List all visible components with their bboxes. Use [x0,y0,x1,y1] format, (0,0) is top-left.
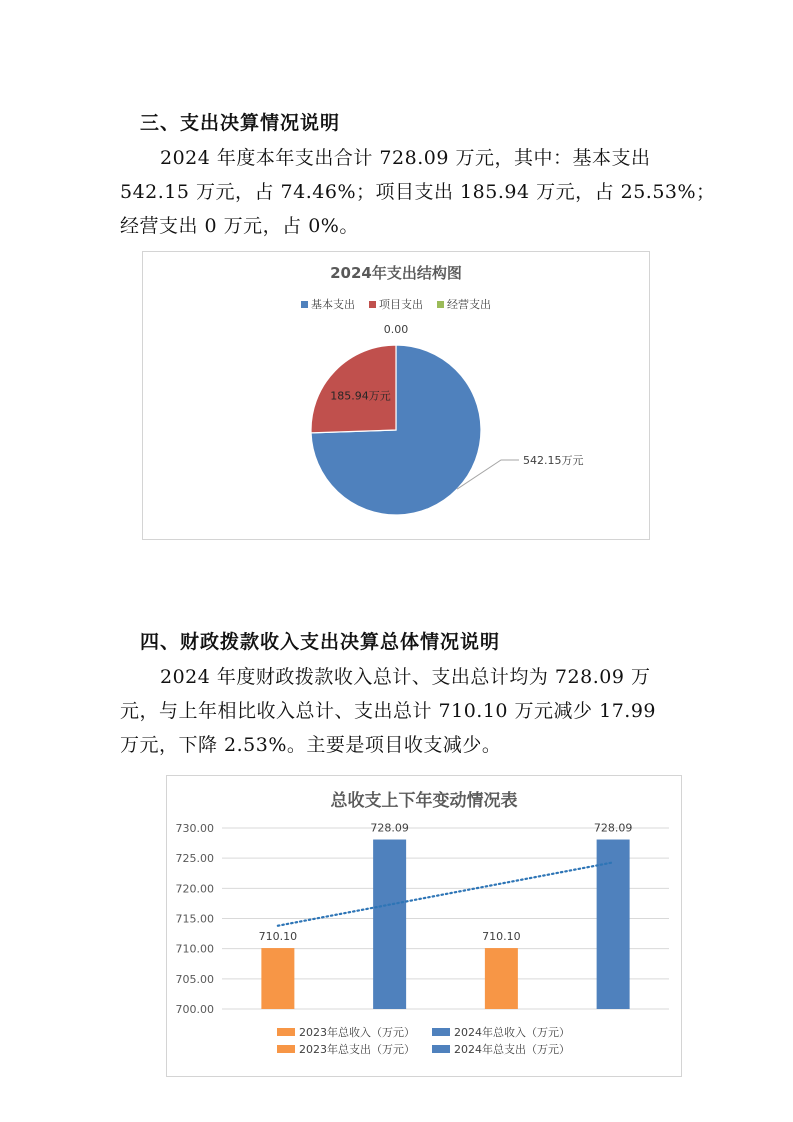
bar-y-tick-4: 715.00 [175,912,214,926]
bar-3 [485,948,518,1009]
bar-legend-swatch-4 [432,1045,450,1053]
bar-series [258,840,629,1009]
section3-paragraph [120,141,716,243]
section4-line-3: 万元，下降 2.53%。主要是项目收支减少。 [120,734,502,756]
section3-line-1: 2024 年度本年支出合计 728.09 万元，其中：基本支出 [160,147,651,169]
bar-2 [373,840,406,1009]
pie-legend [301,297,491,311]
bar-legend-label-1: 2023年总收入（万元） [299,1026,415,1039]
bar-data-label-3: 710.10 [482,930,521,944]
pie-chart-container [142,251,650,540]
pie-chart [143,252,649,539]
pie-chart-title: 2024年支出结构图 [330,264,462,282]
pie-slices [311,345,481,515]
bar-y-tick-1: 700.00 [175,1003,214,1016]
bar-chart [167,776,681,1076]
bar-legend-swatch-3 [277,1045,295,1053]
bar-data-label-1: 710.10 [258,930,298,944]
bar-trendline-line [278,862,613,925]
bar-y-axis [176,822,215,1016]
pie-legend-label-1: 基本支出 [311,298,355,311]
section3-line-2: 542.15 万元，占 74.46%；项目支出 185.94 万元，占 25.53%； [120,181,716,203]
bar-legend [277,1025,570,1056]
bar-chart-container [166,775,682,1077]
bar-legend-label-2: 2024年总收入（万元） [454,1026,570,1039]
bar-y-tick-6: 725.00 [175,852,214,866]
pie-legend-label-2: 项目支出 [379,298,423,311]
bar-1 [261,948,294,1009]
bar-legend-label-3: 2023年总支出（万元） [299,1043,415,1056]
pie-legend-swatch-3 [437,301,444,308]
pie-legend-label-3: 经营支出 [447,298,491,311]
bar-legend-label-4: 2024年总支出（万元） [454,1043,570,1056]
bar-data-labels [259,822,633,944]
bar-y-tick-2: 705.00 [175,972,214,986]
pie-data-label-2: 185.94万元 [330,389,391,403]
section4-line-2: 元，与上年相比收入总计、支出总计 710.10 万元减少 17.99 [120,700,656,722]
bar-legend-swatch-1 [277,1028,295,1036]
pie-legend-swatch-1 [301,301,308,308]
bar-data-label-2: 728.09 [370,821,409,835]
section3-line-3: 经营支出 0 万元，占 0%。 [120,215,359,237]
bar-y-tick-3: 710.00 [175,942,214,956]
pie-legend-swatch-2 [369,301,376,308]
pie-data-label-1: 542.15万元 [523,454,584,467]
pie-data-label-3: 0.00 [383,323,409,336]
bar-y-tick-5: 720.00 [175,882,214,896]
section4-heading: 四、财政拨款收入支出决算总体情况说明 [140,631,501,653]
bar-chart-title: 总收支上下年变动情况表 [330,791,518,811]
section3-heading: 三、支出决算情况说明 [140,112,341,134]
bar-y-tick-7: 730.00 [175,822,214,835]
section4-line-1: 2024 年度财政拨款收入总计、支出总计均为 728.09 万 [160,666,651,688]
bar-trendline [278,862,613,925]
section4-paragraph [120,660,680,762]
bar-legend-swatch-2 [432,1028,450,1036]
bar-data-label-4: 728.09 [593,821,633,835]
